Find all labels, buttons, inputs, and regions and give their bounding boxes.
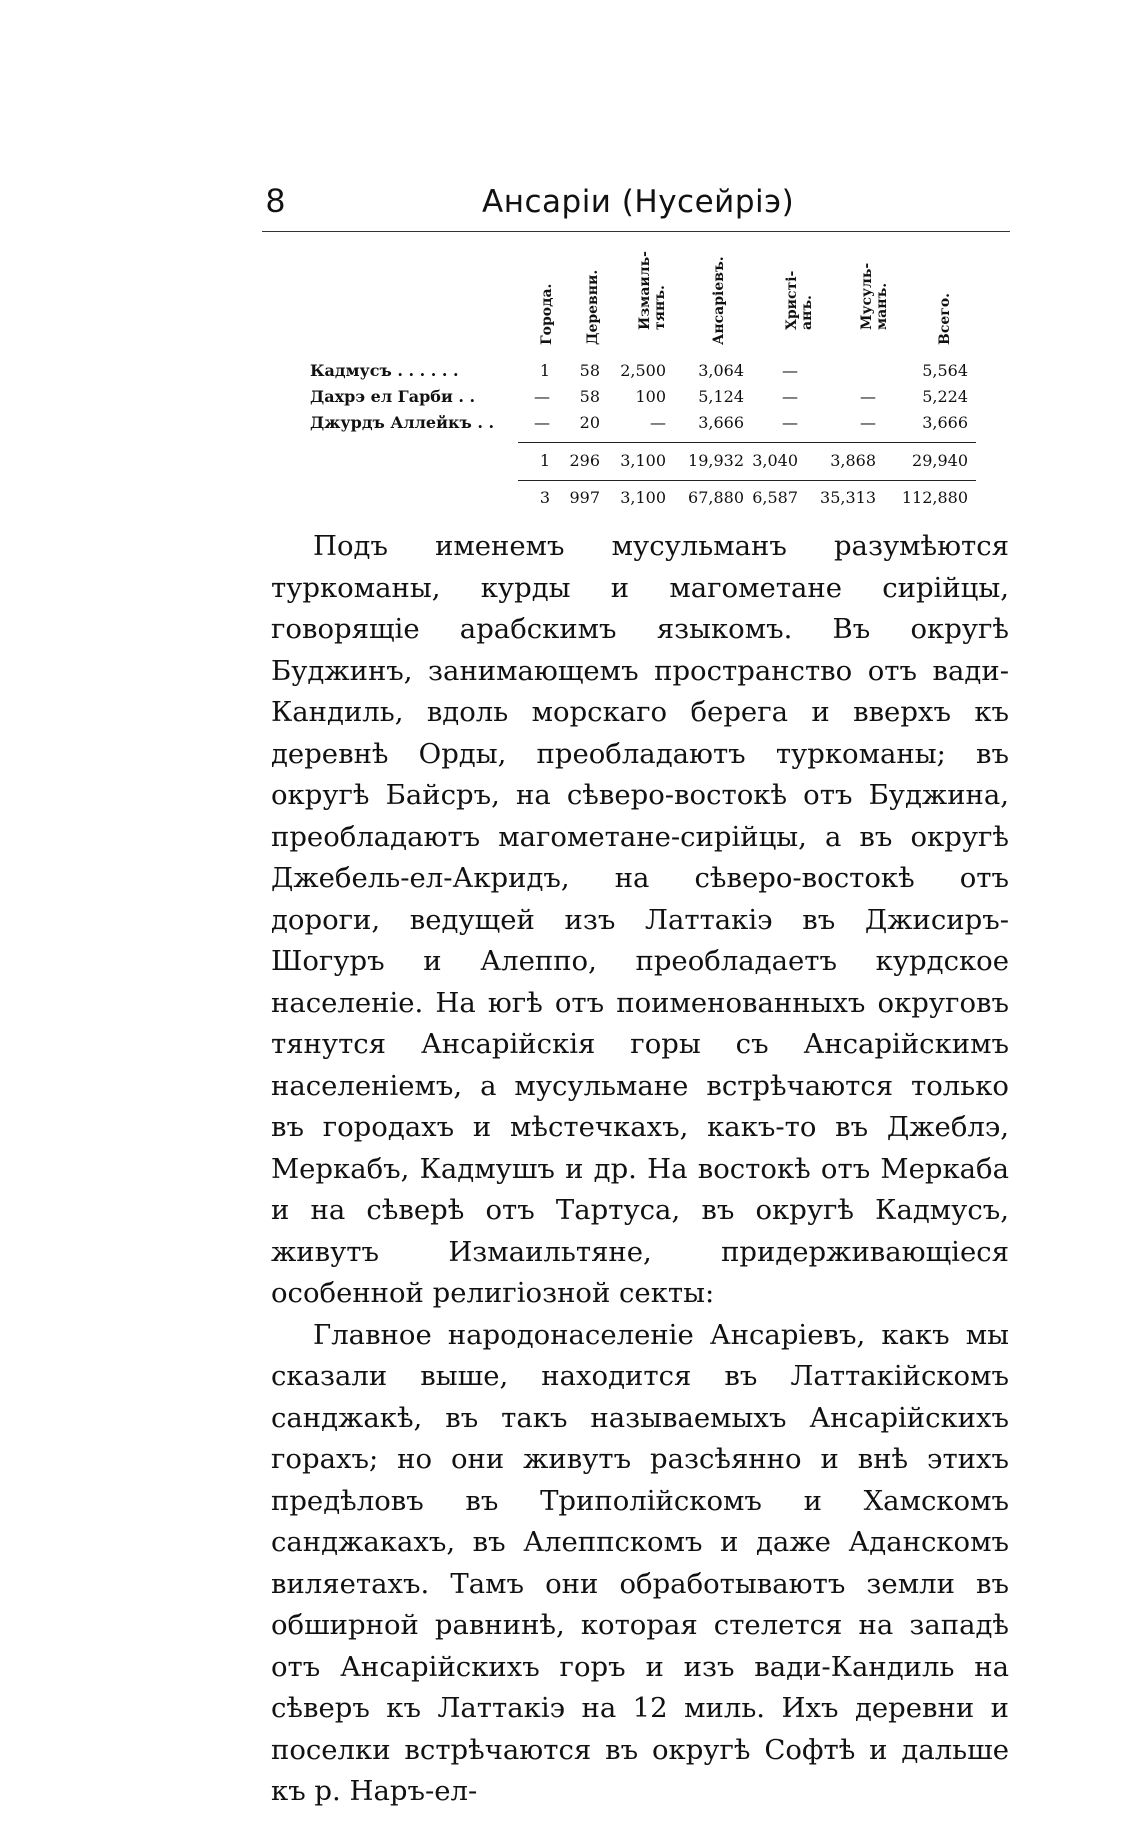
total-cell: 997: [569, 488, 600, 507]
table-rule: [518, 480, 976, 481]
table-cell: 3,666: [922, 413, 968, 432]
statistics-table: [0, 0, 1140, 520]
subtotal-cell: 3,040: [752, 451, 798, 470]
table-cell: 5,224: [922, 387, 968, 406]
running-title: Ансаріи (Нусейріэ): [482, 184, 795, 220]
paragraph: Подъ именемъ мусульманъ разумѣются туркоманы, курды и магометане сирійцы, говорящіе арабскимъ языкомъ. Въ округѣ Буджинъ, занимающемъ пространство отъ вади-Кандиль, вдоль морскаго берега и вверхъ къ деревнѣ Орды, преобладаютъ туркоманы; въ округѣ Байсръ, на сѣверо-востокѣ отъ Буджина, преобладаютъ магометане-сирійцы, а въ округѣ Джебель-ел-Акридъ, на сѣверо-востокѣ отъ дороги, ведущей изъ Латтакіэ въ Джисиръ-Шогуръ и Алеппо, преобладаетъ курдское населеніе. На югѣ отъ поименованныхъ округовъ тянутся Ансарійскія горы съ Ансарійскимъ населеніемъ, а мусульмане встрѣчаются только въ городахъ и мѣстечкахъ, какъ-то въ Джеблэ, Меркабъ, Кадмушъ и др. На востокѣ отъ Меркаба и на сѣверѣ отъ Тартуса, въ округѣ Кадмусъ, живутъ Измаильтяне, придерживающіеся особенной религіозной секты:: [271, 530, 1009, 1309]
column-header: Христі- анъ.: [784, 270, 815, 330]
body-text: [271, 526, 1009, 1813]
total-cell: 35,313: [820, 488, 876, 507]
column-header: Ансаріевъ.: [711, 256, 727, 345]
total-cell: 112,880: [901, 488, 968, 507]
table-cell: 2,500: [620, 361, 666, 380]
total-cell: 3,100: [620, 488, 666, 507]
table-cell: —: [860, 387, 876, 406]
table-cell: 5,124: [698, 387, 744, 406]
column-header: Мусуль- манъ.: [859, 262, 890, 330]
table-cell: —: [534, 387, 550, 406]
table-rule: [518, 442, 976, 443]
table-cell: 20: [579, 413, 600, 432]
subtotal-cell: 3,100: [620, 451, 666, 470]
table-cell: 3,064: [698, 361, 744, 380]
column-header: Города.: [539, 283, 555, 345]
table-cell: 5,564: [922, 361, 968, 380]
table-cell: —: [650, 413, 666, 432]
table-cell: 100: [635, 387, 666, 406]
row-label: Дахрэ ел Гарби . .: [310, 387, 476, 406]
table-cell: —: [782, 413, 798, 432]
subtotal-cell: 29,940: [912, 451, 968, 470]
table-cell: 58: [579, 361, 600, 380]
total-cell: 67,880: [688, 488, 744, 507]
subtotal-cell: 296: [569, 451, 600, 470]
subtotal-cell: 1: [539, 451, 550, 470]
table-cell: 3,666: [698, 413, 744, 432]
table-cell: —: [534, 413, 550, 432]
total-cell: 3: [539, 488, 550, 507]
page-number: 8: [266, 182, 285, 220]
column-header: Всего.: [937, 292, 953, 345]
row-label: Джурдъ Аллейкъ . .: [310, 413, 495, 432]
table-cell: 58: [579, 387, 600, 406]
total-cell: 6,587: [752, 488, 798, 507]
table-cell: —: [860, 413, 876, 432]
table-cell: —: [782, 361, 798, 380]
row-label: Кадмусъ . . . . . .: [310, 361, 459, 380]
subtotal-cell: 3,868: [830, 451, 876, 470]
table-cell: 1: [539, 361, 550, 380]
column-header: Деревни.: [585, 269, 601, 345]
paragraph: Главное народонаселеніе Ансаріевъ, какъ мы сказали выше, находится въ Латтакійскомъ санджакѣ, въ такъ называемыхъ Ансарійскихъ горахъ; но они живутъ разсѣянно и внѣ этихъ предѣловъ въ Триполійскомъ и Хамскомъ санджакахъ, въ Алеппскомъ и даже Аданскомъ виляетахъ. Тамъ они обработываютъ земли въ обширной равнинѣ, которая стелется на западѣ отъ Ансарійскихъ горъ и изъ вади-Кандиль на сѣверъ къ Латтакіэ на 12 миль. Ихъ деревни и поселки встрѣчаются въ округѣ Софтѣ и дальше къ р. Наръ-ел-: [271, 1318, 1009, 1807]
table-cell: —: [782, 387, 798, 406]
subtotal-cell: 19,932: [688, 451, 744, 470]
column-header: Измаиль- тянъ.: [637, 251, 668, 330]
